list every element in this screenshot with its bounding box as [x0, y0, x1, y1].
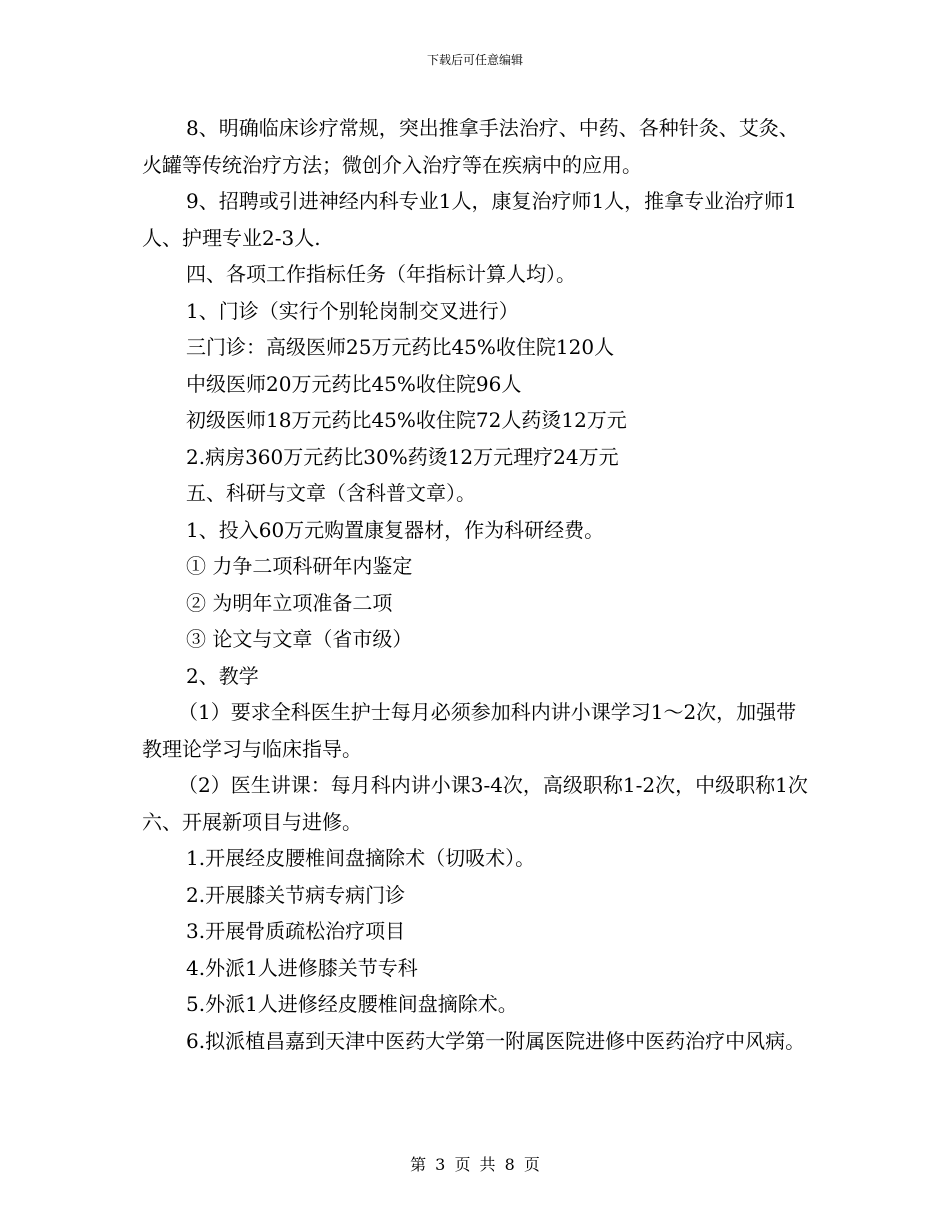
- research-funding: 1、投入60万元购置康复器材，作为科研经费。: [186, 517, 605, 542]
- project-item-6: 6.拟派植昌嘉到天津中医药大学第一附属医院进修中医药治疗中风病。: [186, 1028, 806, 1053]
- research-item-1: ① 力争二项科研年内鉴定: [186, 554, 413, 578]
- outpatient-junior: 初级医师18万元药比45%收住院72人药烫12万元: [186, 408, 627, 432]
- project-item-3: 3.开展骨质疏松治疗项目: [186, 919, 406, 943]
- paragraph-9: 9、招聘或引进神经内科专业1人，康复治疗师1人，推拿专业治疗师1人、护理专业2-3人.: [142, 189, 797, 250]
- outpatient-heading: 1、门诊（实行个别轮岗制交叉进行）: [186, 298, 519, 323]
- project-item-4: 4.外派1人进修膝关节专科: [186, 955, 418, 980]
- page-header: 下载后可任意编辑: [426, 53, 523, 67]
- paragraph-8: 8、明确临床诊疗常规，突出推拿手法治疗、中药、各种针灸、艾灸、火罐等传统治疗方法；微创介入治疗等在疾病中的应用。: [142, 116, 799, 177]
- outpatient-middle: 中级医师20万元药比45%收住院96人: [186, 371, 522, 396]
- research-item-2: ② 为明年立项准备二项: [186, 590, 393, 615]
- project-item-5: 5.外派1人进修经皮腰椎间盘摘除术。: [186, 992, 518, 1016]
- research-item-3: ③ 论文与文章（省市级）: [186, 627, 413, 651]
- project-item-2: 2.开展膝关节病专病门诊: [186, 882, 406, 907]
- page-footer: 第 3 页 共 8 页: [410, 1155, 540, 1174]
- teaching-item-1: （1）要求全科医生护士每月必须参加科内讲小课学习1～2次，加强带教理论学习与临床指导。: [142, 700, 797, 761]
- section-heading-4: 四、各项工作指标任务（年指标计算人均）。: [186, 262, 576, 286]
- teaching-item-2: （2）医生讲课：每月科内讲小课3-4次，高级职称1-2次，中级职称1次六、开展新项目与进修。: [142, 773, 808, 834]
- teaching-heading: 2、教学: [186, 663, 259, 688]
- ward-targets: 2.病房360万元药比30%药烫12万元理疗24万元: [186, 444, 619, 469]
- document-body: [142, 110, 814, 1059]
- project-item-1: 1.开展经皮腰椎间盘摘除术（切吸术）。: [186, 846, 536, 870]
- outpatient-senior: 三门诊：高级医师25万元药比45%收住院120人: [186, 335, 615, 359]
- section-heading-5: 五、科研与文章（含科普文章）。: [186, 481, 476, 505]
